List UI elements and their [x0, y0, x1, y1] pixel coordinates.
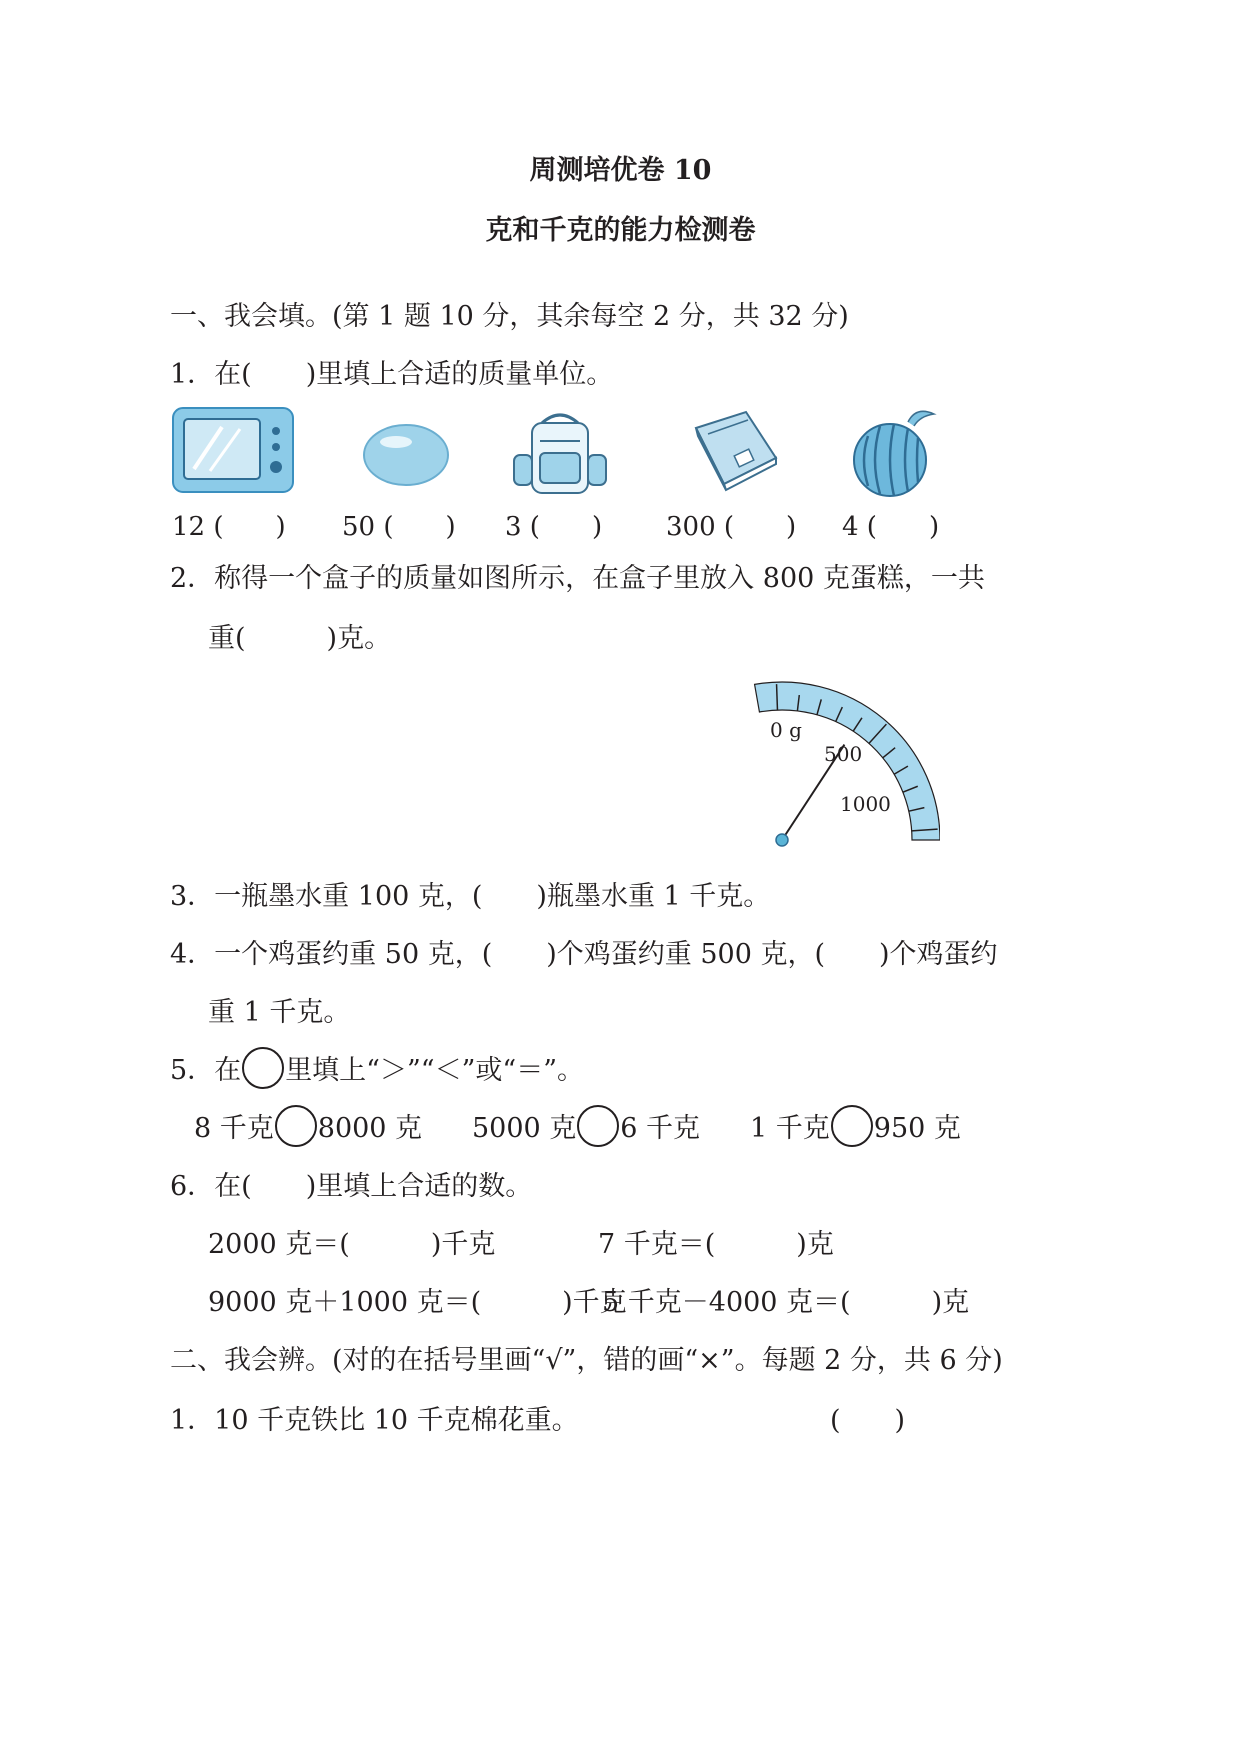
q5-pre: 5．在	[170, 1055, 242, 1086]
q5-compare-1	[194, 1106, 422, 1147]
page-subtitle: 克和千克的能力检测卷	[485, 215, 756, 246]
q5-text	[170, 1048, 584, 1089]
q6-row2-b[interactable]: 5 千克－4000 克＝( )克	[602, 1287, 970, 1318]
q6-text: 6．在( )里填上合适的数。	[170, 1171, 533, 1202]
q2-line1: 2．称得一个盒子的质量如图所示，在盒子里放入 800 克蛋糕，一共	[170, 563, 985, 594]
book-icon	[690, 408, 780, 492]
s2-q1-text: 1．10 千克铁比 10 千克棉花重。	[170, 1405, 579, 1436]
q6-row1-b[interactable]: 7 千克＝( )克	[598, 1229, 834, 1260]
section1-heading: 一、我会填。(第 1 题 10 分，其余每空 2 分，共 32 分)	[170, 301, 849, 332]
page-title: 周测培优卷 10	[529, 155, 712, 186]
section2-heading: 二、我会辨。(对的在括号里画“√”，错的画“×”。每题 2 分，共 6 分)	[170, 1345, 1003, 1376]
q1-label-book[interactable]: 300 ( )	[666, 512, 797, 542]
q1-label-microwave[interactable]: 12 ( )	[172, 512, 286, 542]
compare-right: 6 千克	[620, 1113, 701, 1144]
compare-circle-2[interactable]	[577, 1105, 619, 1147]
q5-compare-3	[750, 1106, 961, 1147]
compare-left: 1 千克	[750, 1113, 830, 1144]
weighing-scale	[720, 668, 940, 848]
q1-label-watermelon[interactable]: 4 ( )	[842, 512, 940, 542]
q1-text: 1．在( )里填上合适的质量单位。	[170, 359, 614, 390]
q5-compare-2	[472, 1106, 700, 1147]
s2-q1-answer-blank[interactable]: ( )	[830, 1405, 906, 1436]
q1-label-egg[interactable]: 50 ( )	[342, 512, 456, 542]
compare-right: 8000 克	[317, 1113, 423, 1144]
q4-line2: 重 1 千克。	[208, 997, 351, 1028]
q2-line2[interactable]: 重( )克。	[208, 623, 392, 654]
scale-label-1000: 1000	[840, 792, 891, 816]
scale-label-500: 500	[824, 742, 863, 766]
q3-text[interactable]: 3．一瓶墨水重 100 克，( )瓶墨水重 1 千克。	[170, 881, 771, 912]
q6-row1-a[interactable]: 2000 克＝( )千克	[208, 1229, 496, 1260]
schoolbag-icon	[510, 405, 610, 497]
compare-left: 5000 克	[472, 1113, 577, 1144]
q6-row2-a[interactable]: 9000 克＋1000 克＝( )千克	[208, 1287, 627, 1318]
scale-pivot	[776, 834, 788, 846]
compare-circle-1[interactable]	[275, 1105, 317, 1147]
microwave-oven-icon	[170, 405, 296, 495]
scale-tick	[777, 684, 778, 710]
compare-circle-3[interactable]	[831, 1105, 873, 1147]
compare-left: 8 千克	[194, 1113, 274, 1144]
answer-circle-icon	[242, 1047, 284, 1089]
q5-post: 里填上“＞”“＜”或“＝”。	[285, 1055, 585, 1086]
egg-icon	[360, 422, 452, 488]
watermelon-icon	[850, 402, 940, 498]
scale-label-zero: 0 g	[770, 718, 802, 742]
compare-right: 950 克	[873, 1113, 961, 1144]
q4-line1[interactable]: 4．一个鸡蛋约重 50 克，( )个鸡蛋约重 500 克，( )个鸡蛋约	[170, 939, 998, 970]
q1-label-schoolbag[interactable]: 3 ( )	[505, 512, 603, 542]
